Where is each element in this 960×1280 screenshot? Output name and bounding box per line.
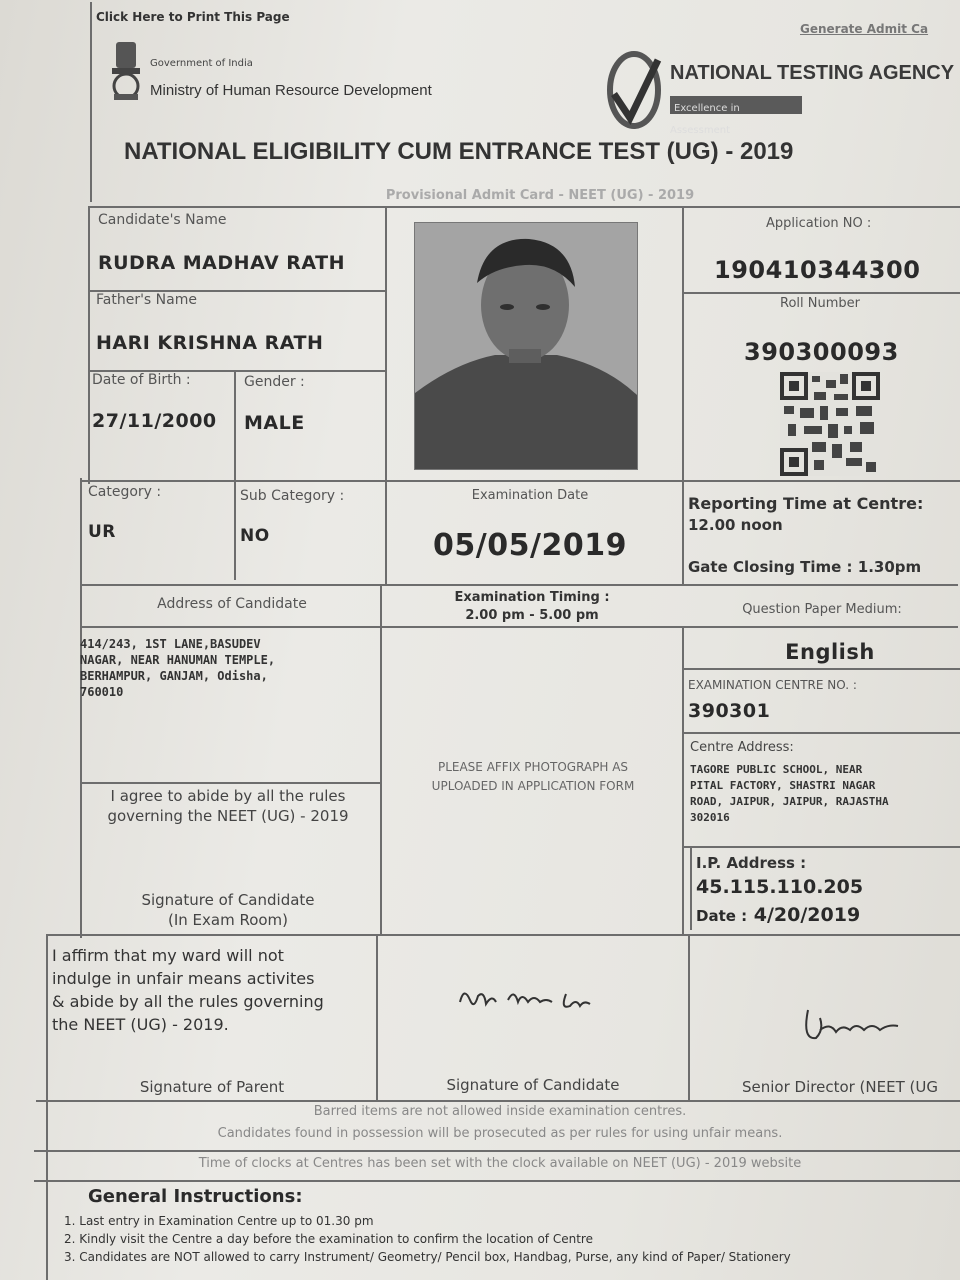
subcategory-value: NO [240,526,270,546]
instruction-item: 2. Kindly visit the Centre a day before the examination to confirm the location of Centre [64,1232,593,1246]
instruction-item: 3. Candidates are NOT allowed to carry Instrument/ Geometry/ Pencil box, Handbag, Purse, any kind of Paper/ Stationery [64,1250,791,1264]
gender-value: MALE [244,412,305,434]
grid-h-ip [684,846,960,848]
paper-medium-label: Question Paper Medium: [742,602,902,617]
director-signature-image [800,1000,910,1046]
gender-label: Gender : [244,374,305,390]
category-label: Category : [88,484,162,500]
sig-exam-line2: (In Exam Room) [167,911,289,929]
signature-exam-room-label [80,890,376,930]
grid-h9 [34,1180,960,1182]
parent-line: I affirm that my ward will not [52,946,284,965]
exam-title: NATIONAL ELIGIBILITY CUM ENTRANCE TEST (UG) - 2019 [124,138,794,165]
address-line: 760010 [80,685,124,699]
gate-closing-label: Gate Closing Time : [688,558,853,576]
roll-number-label: Roll Number [780,296,860,311]
mhrd-line2: Ministry of Human Resource Development [150,82,432,99]
signature-candidate-label: Signature of Candidate [446,1076,620,1094]
general-instructions-list [64,1212,960,1266]
nta-tagline: Excellence in Assessment [670,103,740,136]
grid-v-name [385,206,387,586]
qr-code-icon [780,372,880,476]
centre-address-label: Centre Address: [690,740,794,755]
nta-name: NATIONAL TESTING AGENCY [670,62,955,84]
affix-photo-instruction [386,758,680,796]
roll-number: 390300093 [744,338,899,366]
grid-left-upper [88,206,90,484]
signature-parent-label: Signature of Parent [139,1078,285,1096]
agree-line2: governing the NEET (UG) - 2019 [107,807,349,825]
address-line: 414/243, 1ST LANE,BASUDEV [80,637,261,651]
application-no: 190410344300 [714,256,921,284]
grid-h4 [82,584,958,586]
centre-address-line: TAGORE PUBLIC SCHOOL, NEAR [690,763,863,776]
centre-address-line: 302016 [690,811,730,824]
affix-line1: PLEASE AFFIX PHOTOGRAPH AS [437,760,629,774]
mhrd-line1: Government of India [150,58,253,69]
generate-admit-card-link[interactable]: Generate Admit Ca [800,22,929,36]
grid-top [88,206,960,208]
agree-line1: I agree to abide by all the rules [110,787,346,805]
grid-h7 [36,1100,960,1102]
dob-label: Date of Birth : [92,372,191,388]
affix-line2: UPLOADED IN APPLICATION FORM [431,779,635,793]
parent-line: the NEET (UG) - 2019. [52,1015,229,1034]
candidate-name-label: Candidate's Name [98,212,227,228]
nta-logo-icon [604,48,664,132]
centre-address-line: ROAD, JAIPUR, JAIPUR, RAJASTHA [690,795,889,808]
admit-card-subtitle: Provisional Admit Card - NEET (UG) - 2019 [385,188,695,203]
father-name-label: Father's Name [96,292,197,308]
generated-date-value: 4/20/2019 [753,904,861,926]
general-instructions-title: General Instructions: [88,1186,303,1207]
frame-left-top [90,2,92,202]
exam-date: 05/05/2019 [433,528,627,563]
clock-note: Time of clocks at Centres has been set with the clock available on NEET (UG) - 2019 website [198,1156,802,1171]
centre-no: 390301 [688,700,771,722]
category-value: UR [88,522,116,542]
sig-exam-line1: Signature of Candidate [141,891,315,909]
application-no-label: Application NO : [766,216,872,231]
grid-h5 [82,626,958,628]
centre-address-line: PITAL FACTORY, SHASTRI NAGAR [690,779,876,792]
grid-v-gender [234,370,236,580]
candidate-name: RUDRA MADHAV RATH [98,252,346,274]
reporting-time-label: Reporting Time at Centre: [688,494,924,513]
emblem-icon [108,38,144,104]
signature-director-label: Senior Director (NEET (UG [742,1078,938,1096]
grid-h-agree [82,782,380,784]
address-line: BERHAMPUR, GANJAM, Odisha, [80,669,268,683]
centre-address [690,762,958,826]
candidate-agreement [80,786,376,826]
print-page-link[interactable]: Click Here to Print This Page [96,10,290,24]
grid-h-medium [684,668,960,670]
generated-date [696,904,860,926]
grid-left-lower [80,478,82,938]
centre-no-label: EXAMINATION CENTRE NO. : [688,678,857,692]
nta-tagline-bar [670,96,802,136]
grid-h8 [34,1150,960,1152]
grid-v-addr [380,584,382,934]
gate-closing-time: 1.30pm [857,558,922,576]
grid-h-centreno [684,732,960,734]
grid-v-sig1 [376,934,378,1100]
barred-items-note: Barred items are not allowed inside examination centres. [313,1104,687,1119]
grid-h6 [46,934,960,936]
prosecution-note: Candidates found in possession will be prosecuted as per rules for using unfair means. [217,1126,783,1141]
exam-timing: 2.00 pm - 5.00 pm [465,608,599,623]
exam-date-label: Examination Date [471,488,589,503]
ip-address-label: I.P. Address : [696,854,807,872]
ip-address: 45.115.110.205 [696,876,864,898]
grid-v-centre [682,626,684,936]
father-name: HARI KRISHNA RATH [96,332,324,354]
instruction-item: 1. Last entry in Examination Centre up to 01.30 pm [64,1214,374,1228]
parent-line: indulge in unfair means activites [52,969,315,988]
address-line: NAGAR, NEAR HANUMAN TEMPLE, [80,653,276,667]
grid-v-ip [690,846,692,930]
candidate-signature-image [456,980,606,1020]
reporting-time: 12.00 noon [688,516,783,534]
address-label: Address of Candidate [157,596,307,612]
exam-timing-label: Examination Timing : [454,590,610,605]
dob-value: 27/11/2000 [92,410,217,432]
grid-h3 [82,480,960,482]
parent-declaration [52,944,376,1036]
parent-line: & abide by all the rules governing [52,992,324,1011]
grid-v-sig2 [688,934,690,1100]
candidate-photo [414,222,638,470]
paper-medium: English [785,640,875,664]
gate-closing [688,558,921,576]
subcategory-label: Sub Category : [240,488,345,504]
grid-h-roll [684,292,960,294]
generated-date-label: Date : [696,907,748,925]
candidate-address [80,636,275,700]
grid-v-app [682,206,684,586]
